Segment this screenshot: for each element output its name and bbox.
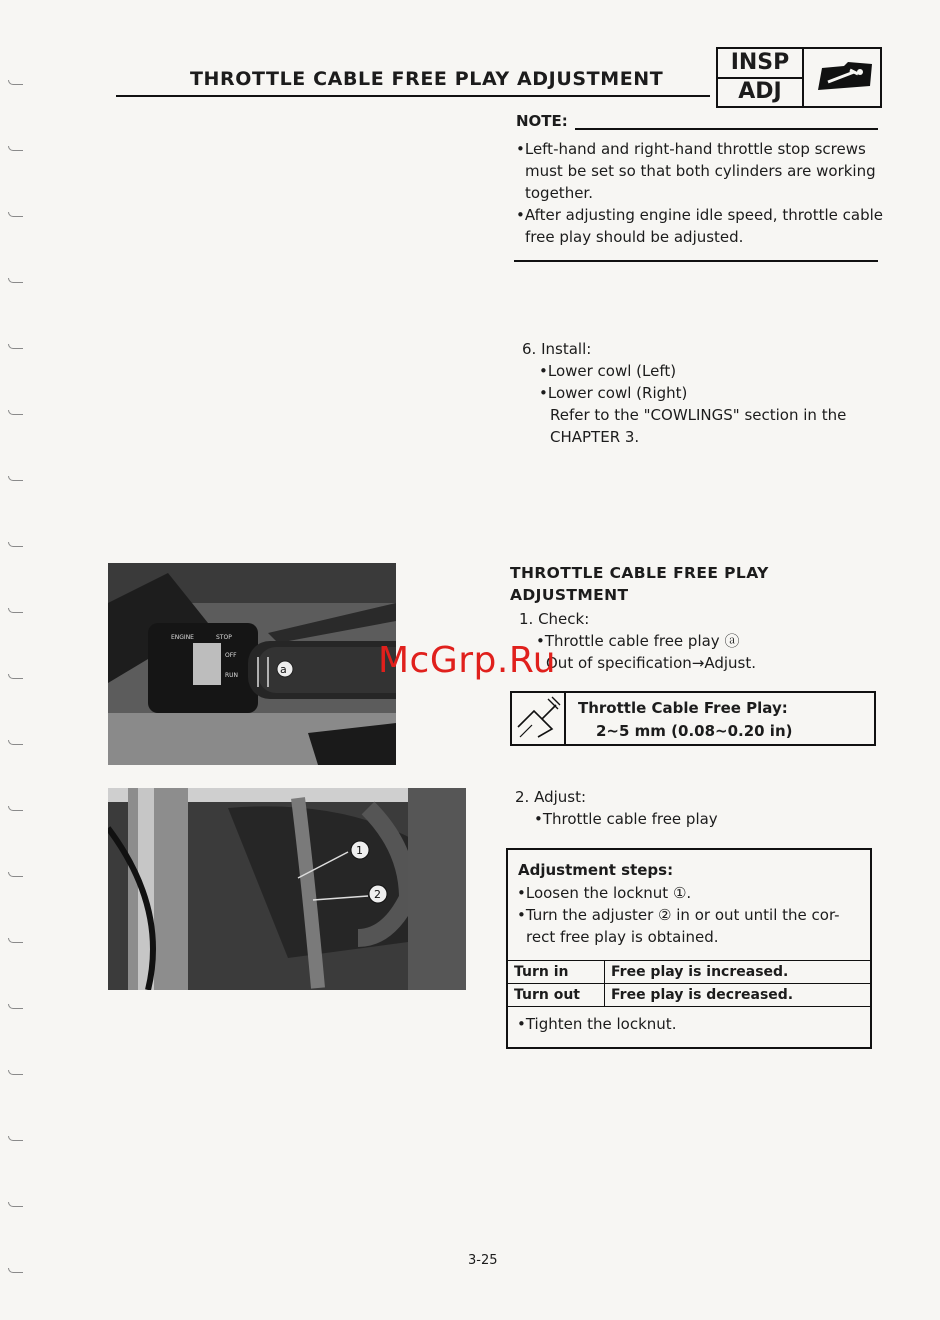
install-ref: CHAPTER 3.	[550, 428, 640, 446]
install-ref: Refer to the "COWLINGS" section in the	[550, 406, 847, 424]
check-item: •Throttle cable free play ⓐ	[536, 632, 740, 650]
adjustment-lines	[517, 882, 840, 948]
spec-box	[510, 691, 876, 746]
spec-title: Throttle Cable Free Play:	[578, 699, 788, 717]
section-heading-line: ADJUSTMENT	[510, 586, 629, 604]
section-heading-line: THROTTLE CABLE FREE PLAY	[510, 564, 769, 582]
section-heading	[510, 562, 769, 606]
badge-separator	[802, 49, 804, 106]
insp-adj-badge	[716, 47, 882, 108]
install-item: •Lower cowl (Left)	[539, 362, 677, 380]
watermark: McGrp.Ru	[378, 640, 557, 681]
note-line: •Left-hand and right-hand throttle stop screws	[516, 140, 866, 158]
switch-label: RUN	[225, 672, 239, 679]
note-text	[516, 138, 883, 248]
table-row	[508, 961, 870, 984]
check-item-2: Out of specification→Adjust.	[546, 654, 757, 672]
check-heading: 1. Check:	[519, 610, 590, 628]
adjustment-steps-box	[506, 848, 872, 1049]
table-row	[508, 984, 870, 1007]
install-step	[522, 338, 846, 448]
switch-label: STOP	[216, 634, 232, 641]
table-cell-action: Turn in	[508, 961, 605, 984]
binder-marks	[8, 80, 28, 1280]
spec-value: 2~5 mm (0.08~0.20 in)	[596, 722, 793, 740]
page-title: THROTTLE CABLE FREE PLAY ADJUSTMENT	[190, 68, 664, 90]
install-heading: 6. Install:	[522, 340, 592, 358]
adjustment-line: rect free play is obtained.	[526, 928, 719, 946]
page-number: 3-25	[468, 1253, 498, 1268]
badge-adj: ADJ	[738, 79, 782, 104]
table-cell-result: Free play is decreased.	[605, 984, 871, 1007]
callout-a: a	[280, 663, 287, 676]
adjust-item: •Throttle cable free play	[534, 810, 718, 828]
adjustment-table	[508, 960, 870, 1007]
callout-2: 2	[374, 888, 381, 901]
note-rule	[575, 128, 878, 130]
adjustment-line: •Loosen the locknut ①.	[517, 884, 692, 902]
switch-label: OFF	[225, 652, 237, 659]
note-line: must be set so that both cylinders are working	[525, 162, 876, 180]
note-end-rule	[514, 260, 878, 262]
wrench-tool-icon	[814, 60, 876, 92]
adjuster-illustration	[108, 788, 466, 990]
note-line: together.	[525, 184, 593, 202]
adjust-heading: 2. Adjust:	[515, 788, 587, 806]
table-cell-action: Turn out	[508, 984, 605, 1007]
switch-label: ENGINE	[171, 634, 194, 641]
install-item: •Lower cowl (Right)	[539, 384, 688, 402]
title-underline	[116, 95, 710, 97]
adjustment-title: Adjustment steps:	[518, 861, 674, 879]
handlebar-photo	[108, 563, 396, 765]
note-label: NOTE:	[516, 112, 568, 130]
note-line: •After adjusting engine idle speed, throttle cable	[516, 206, 884, 224]
badge-insp: INSP	[718, 49, 802, 79]
adjuster-photo	[108, 788, 466, 990]
table-cell-result: Free play is increased.	[605, 961, 871, 984]
adjust-step	[515, 786, 718, 830]
adjustment-final: •Tighten the locknut.	[517, 1015, 677, 1033]
adjustment-line: •Turn the adjuster ② in or out until the cor-	[517, 906, 840, 924]
measure-gauge-icon	[512, 693, 564, 744]
note-line: free play should be adjusted.	[525, 228, 744, 246]
handlebar-illustration	[108, 563, 396, 765]
spec-icon-cell	[512, 693, 566, 744]
callout-1: 1	[356, 844, 363, 857]
